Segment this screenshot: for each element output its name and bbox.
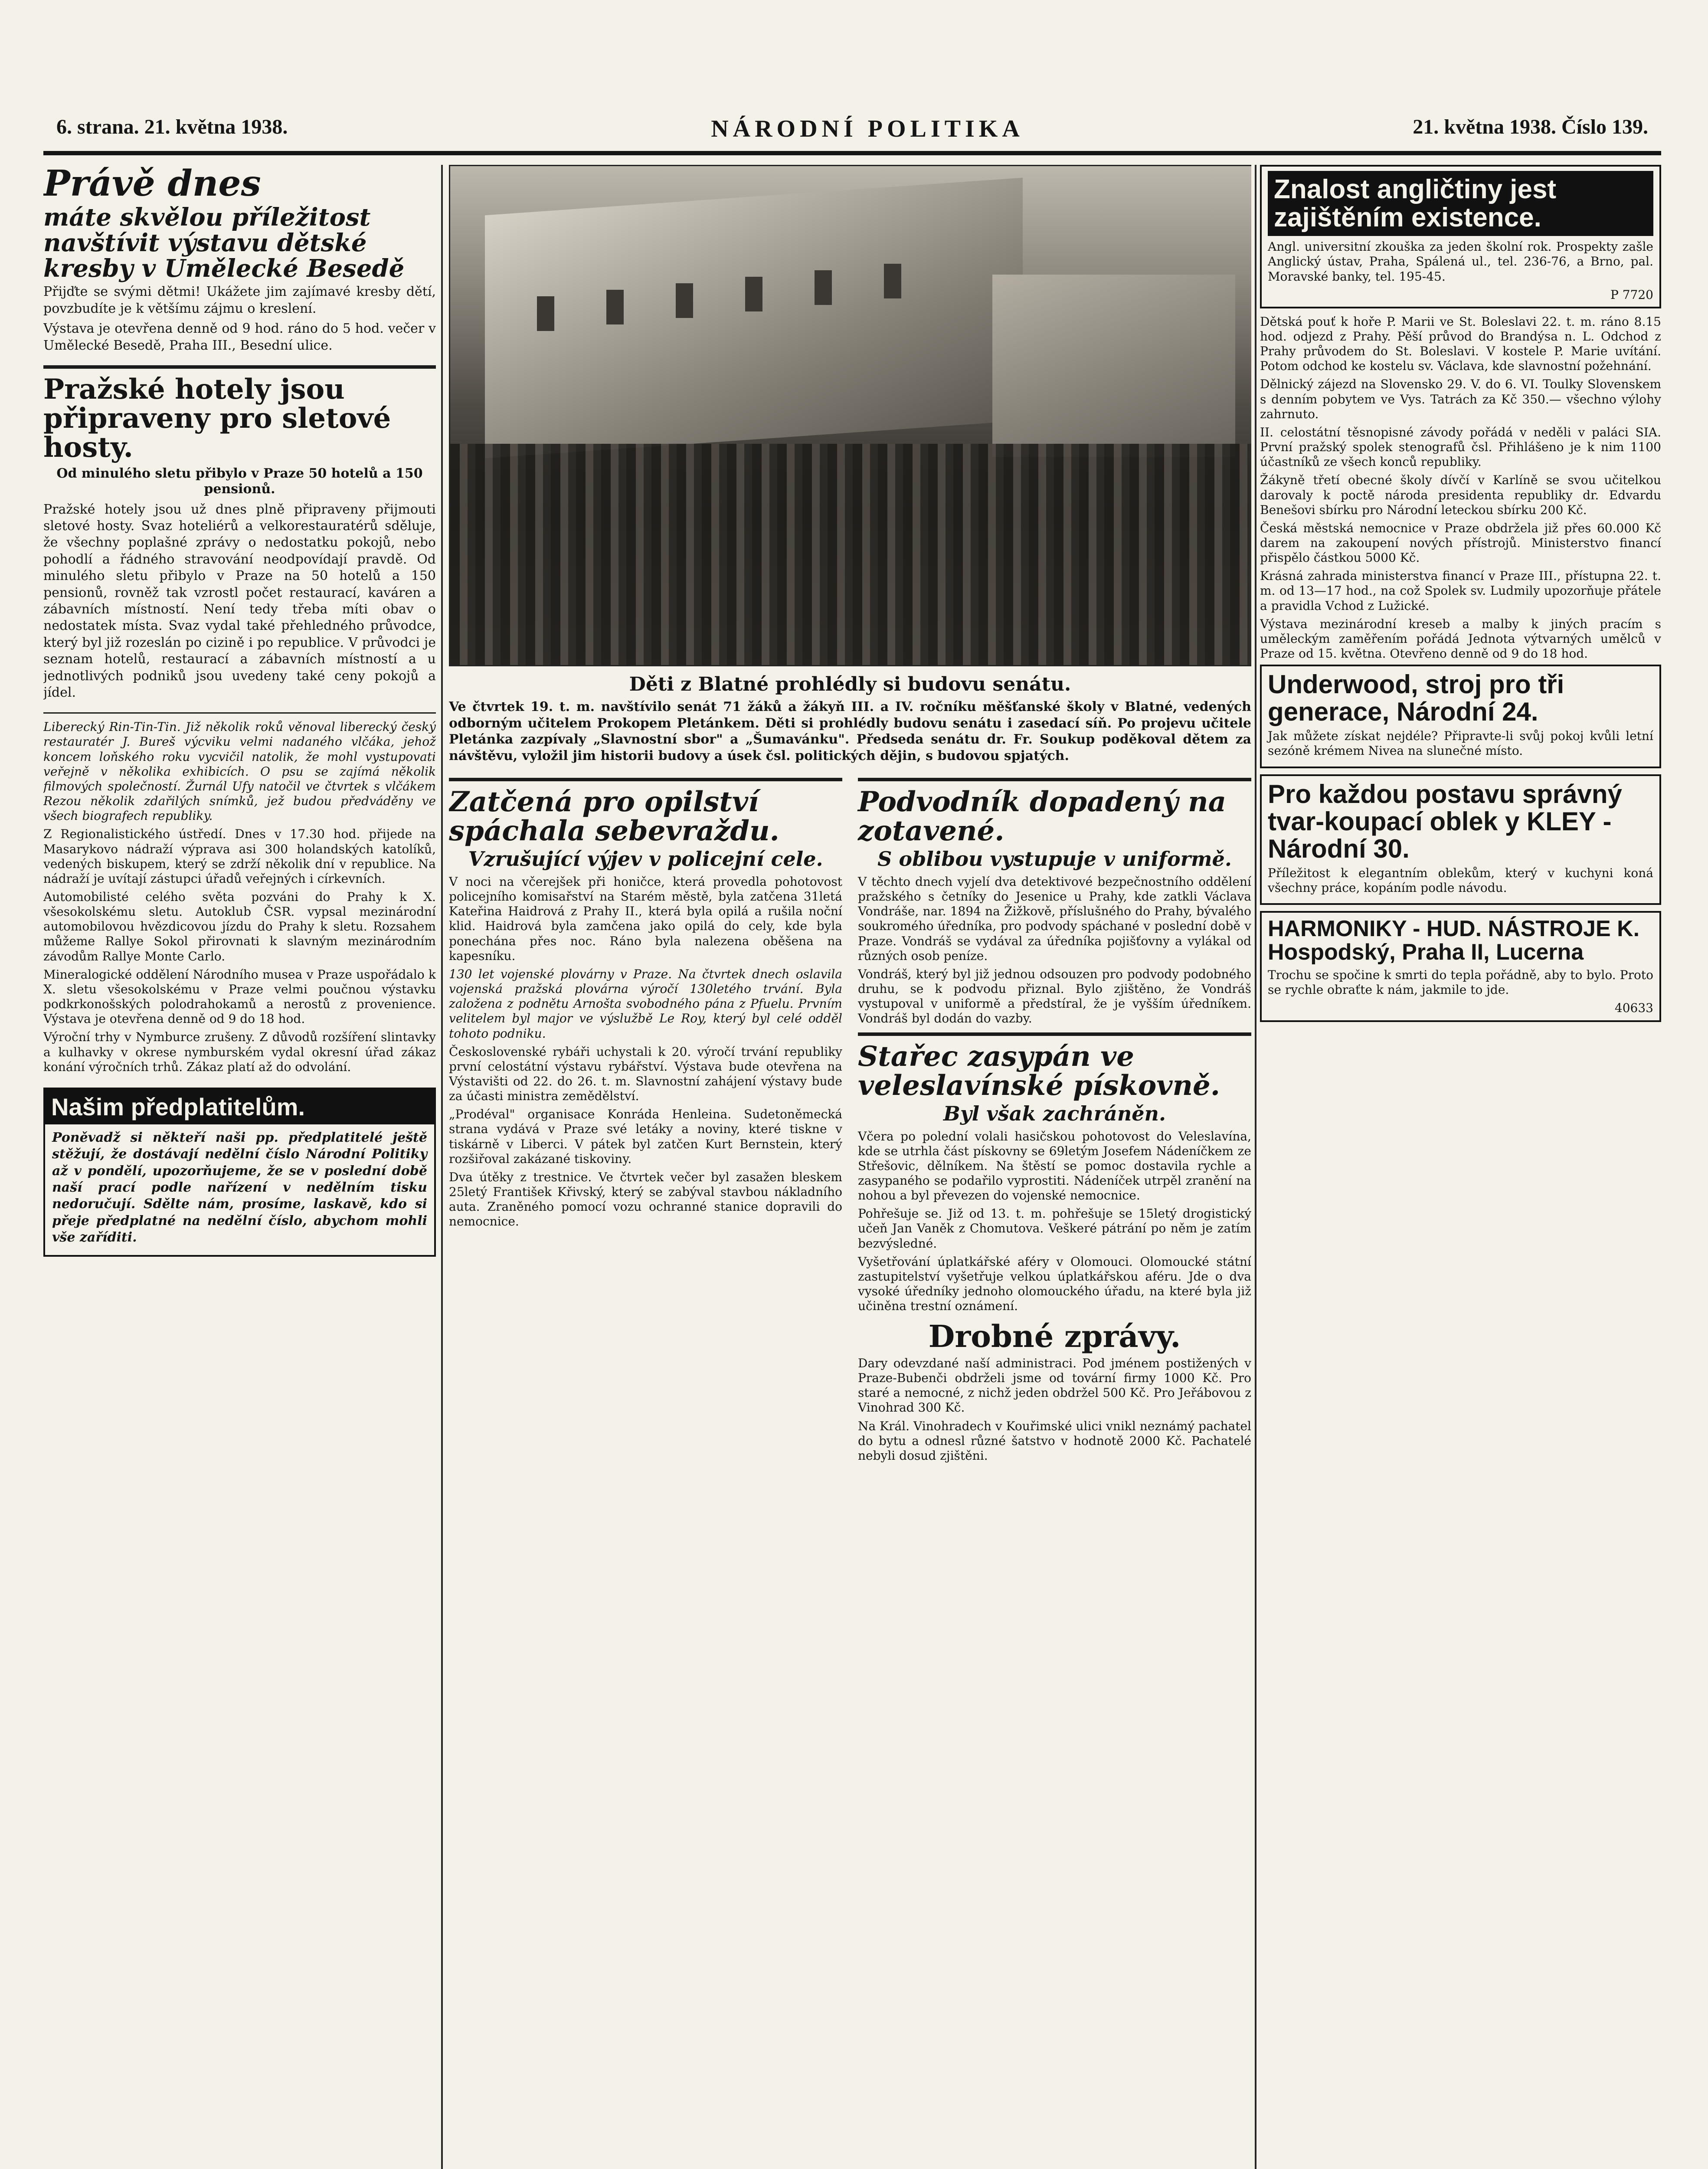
masthead-title: NÁRODNÍ POLITIKA — [711, 115, 1024, 142]
brief-markets: Výroční trhy v Nymburce zrušeny. Z důvodů rozšíření slintavky a kulhavky v okrese nymburském vydal okresní úřad zákaz konání výročních trhů. Zákaz platí až do odvolání. — [43, 1030, 436, 1074]
english-ad-code: P 7720 — [1610, 287, 1653, 302]
subscribers-notice-title: Našim předplatitelům. — [45, 1089, 434, 1124]
column-2-subcolumns — [449, 772, 1251, 1467]
column-2 — [449, 165, 1251, 2169]
senate-photo — [449, 165, 1251, 666]
subcolumn-left — [449, 772, 842, 1467]
brief-fishermen: Československé rybáři uchystali k 20. výročí trvání republiky první celostátní výstavu rybářství. Výstava bude otevřena na Výstavišti od 22. do 26. t. m. Slavnostní zahájení výstavy bude za účasti ministra zemědělství. — [449, 1044, 842, 1104]
hotels-headline: Pražské hotely jsou připraveny pro sletové hosty. — [43, 373, 391, 464]
photo-building — [485, 178, 1023, 459]
column-3 — [1260, 165, 1661, 2169]
subcolumn-right — [858, 772, 1251, 1467]
sandpit-kicker: Byl však zachráněn. — [943, 1101, 1166, 1125]
underwood-ad-text: Jak můžete získat nejdéle? Připravte-li svůj pokoj kvůli letní sezóně krémem Nivea na slunečné místo. — [1268, 729, 1653, 758]
divider — [858, 1032, 1251, 1036]
masthead-date-right: 21. května 1938. Číslo 139. — [1413, 115, 1648, 138]
exhibition-ad-title: Právě dnes — [43, 165, 261, 204]
brief-henlein: „Prodéval" organisace Konráda Henleina. Sudetoněmecká strana vydává v Praze své letáky a noviny, které tiskne v tiskárně v Liberci. V pátek byl zatčen Kurt Bernstein, který rozšiřoval zakázané tiskoviny. — [449, 1107, 842, 1166]
harmonika-ad — [1260, 911, 1661, 1022]
divider — [449, 778, 842, 781]
column-1 — [43, 165, 436, 2169]
english-ad-text: Angl. universitní zkouška za jeden školní rok. Prospekty zašle Anglický ústav, Praha, Spálená ul., tel. 236-76, a Brno, pal. Moravské banky, tel. 195-45. — [1268, 239, 1653, 284]
photo-caption: Ve čtvrtek 19. t. m. navštívilo senát 71 žáků a žákyň III. a IV. ročníku měšťanské školy v Blatné, vedených odborným učitelem Prokopem Pletánkem. Děti si prohlédly budovu senátu i zasedací síň. Po projevu učitele Pletánka zazpívaly „Slavnostní sbor" a „Šumavánku". Předseda senátu dr. Fr. Soukup poděkoval dětem za návštěvu, vyložil jim historii budovy a úsek čsl. politických dějin, s budovou spjatých. — [449, 699, 1251, 763]
sandpit-headline: Stařec zasypán ve veleslavínské pískovně. — [858, 1040, 1220, 1102]
brief-escapes: Dva útěky z trestnice. Ve čtvrtek večer byl zasažen bleskem 25letý František Křivský, který se zabýval stavbou nákladního auta. Zraněného pomocí vozu ochranné stanice dopravili do nemocnice. — [449, 1170, 842, 1229]
photo-building-2 — [992, 275, 1235, 457]
sandpit-text: Včera po polední volali hasičskou pohotovost do Veleslavína, kde se utrhla část pískovny se 69letým Josefem Nádeníčkem ze Střešovic, dělníkem. Na štěstí se pomoc dostavila rychle a zasypaného se podařilo vyprostiti. Nádeníček utrpěl zranění na nohou a byl převezen do vojenské nemocnice. — [858, 1129, 1251, 1203]
divider — [43, 712, 436, 714]
column-rule-1 — [441, 165, 443, 2169]
brief-automobile: Automobilisté celého světa pozváni do Prahy k X. všesokolskému sletu. Autoklub ČSR. vypsal mezinárodní automobilovou hvězdicovou jízdu do Prahy k sletu. Rozsahem můžeme Rallye Sokol přirovnati k slavným mezinárodním závodům Rallye Monte Carlo. — [43, 890, 436, 963]
photo-window — [676, 283, 693, 318]
kley-ad-text: Příležitost k elegantním oblekům, který v kuchyni koná všechny práce, kopáním podle návodu. — [1268, 865, 1653, 895]
photo-window — [606, 290, 624, 324]
suicide-kicker: Vzrušující výjev v policejní cele. — [468, 847, 823, 871]
photo-crowd — [450, 444, 1251, 665]
masthead-date-left: 6. strana. 21. května 1938. — [56, 115, 288, 138]
hotels-kicker: Od minulého sletu přibylo v Praze 50 hotelů a 150 pensionů. — [56, 465, 423, 497]
photo-window — [537, 296, 554, 331]
photo-window — [884, 264, 901, 298]
harmonika-ad-text: Trochu se spočine k smrti do tepla pořádně, aby to bylo. Proto se rychle obraťte k nám, jakmile to jde. — [1268, 968, 1653, 997]
exhibition-ad-text-1: Přijďte se svými dětmi! Ukážete jim zajímavé kresby dětí, povzbudíte je k většímu zájmu o kreslení. — [43, 284, 436, 316]
notice-pilgrimage: Dětská pouť k hoře P. Marii ve St. Boleslavi 22. t. m. ráno 8.15 hod. odjezd z Prahy. Pěší průvod do Brandýsa n. L. Odchod z Prahy průvodem do St. Boleslavi. V kostele P. Marie uvítání. Potom odchod ke kostelu sv. Václava, kde slavnostní požehnání. — [1260, 314, 1661, 374]
masthead-rule — [43, 151, 1661, 155]
masthead — [43, 115, 1661, 154]
fraudster-kicker: S oblibou vystupuje v uniformě. — [877, 847, 1232, 871]
small-news-headline: Drobné zprávy. — [928, 1318, 1181, 1355]
hotels-text: Pražské hotely jsou už dnes plně připraveny přijmouti sletové hosty. Svaz hoteliérů a velkorestauratérů sděluje, že všechny poplašné zprávy o nedostatku pokojů, nebo pohodlí a řádného stravování neodpovídají pravdě. Od minulého sletu přibylo v Praze na 50 hotelů a 150 pensionů, rovněž tak vzrostl počet restaurací, kaváren a zábavních místností. Není tedy třeba míti obav o nedostatek místa. Svaz vydal také přehledného průvodce, který byl již rozeslán po cizině i po republice. V průvodci je seznam hotelů, restaurací a zábavních místností a u jednotlivých podniků jsou uvedeny také ceny pokojů a jídel. — [43, 501, 436, 700]
photo-window — [815, 270, 832, 305]
harmonika-ad-title: HARMONIKY - HUD. NÁSTROJE K. Hospodský, Praha II, Lucerna — [1268, 916, 1640, 965]
photo-caption-title: Děti z Blatné prohlédly si budovu senátu. — [629, 673, 1071, 695]
notice-hospital: Česká městská nemocnice v Praze obdržela již přes 60.000 Kč darem na zakoupení nových přístrojů. Ministerstvo financí přispělo částkou 5000 Kč. — [1260, 521, 1661, 565]
english-ad — [1260, 165, 1661, 308]
subscribers-notice — [43, 1088, 436, 1257]
underwood-ad-title: Underwood, stroj pro tři generace, Národní 24. — [1268, 670, 1564, 727]
brief-swimming-pool: 130 let vojenské plovárny v Praze. Na čtvrtek dnech oslavila vojenská pražská plovárna výročí 130letého trvání. Byla založena z podnětu Arnošta svobodného pána z Pfuelu. Prvním velitelem byl major ve výslužbě Le Roy, který byl celé odděl tohoto podniku. — [449, 967, 842, 1041]
kley-ad-title: Pro každou postavu správný tvar-koupací oblek y KLEY - Národní 30. — [1268, 779, 1622, 863]
divider — [858, 778, 1251, 781]
small-news-text-1: Dary odevzdané naší administraci. Pod jménem postižených v Praze-Bubenči obdrželi jsme od tovární firmy 1000 Kč. Pro staré a nemocné, z nichž jeden obdržel 500 Kč. Pro Jeřábovou z Vinohrad 300 Kč. — [858, 1356, 1251, 1415]
hotels-article — [43, 375, 436, 701]
notice-exhibition: Výstava mezinárodní kreseb a malby k jiných pracím s uměleckým zaměřením pořádá Jednota výtvarných umělců v Praze od 15. května. Otevřeno denně od 9 do 18 hod. — [1260, 616, 1661, 661]
notice-karlin-school: Žákyně třetí obecné školy dívčí v Karlíně se svou učitelkou darovaly k poctě národa presidenta republiky dr. Edvardu Benešovi sbírku pro Národní leteckou sbírku 200 Kč. — [1260, 473, 1661, 517]
brief-missing: Pohřešuje se. Již od 13. t. m. pohřešuje se 15letý drogistický učeň Jan Vaněk z Chomutova. Veškeré pátrání po něm je zatím bezvýsledné. — [858, 1206, 1251, 1251]
notice-stenography: II. celostátní těsnopisné závody pořádá v neděli v paláci SIA. První pražský spolek stenografů čsl. Přihlášeno je k nim 1100 účastníků ze všech konců republiky. — [1260, 425, 1661, 469]
harmonika-ad-code: 40633 — [1614, 1001, 1653, 1016]
kley-ad — [1260, 774, 1661, 905]
divider — [43, 365, 436, 369]
brief-rin-tin-tin: Liberecký Rin-Tin-Tin. Již několik roků věnoval liberecký český restauratér J. Bureš výcviku velmi nadaného vlčáka, jehož koncem loňského roku vycvičil natolik, že mohl vystupovati veřejně v několika exhibicích. O psu se zajímá několik filmových společností. Žurnál Ufy natočil ve čtvrtek s vlčákem Rezou několik zdařilých snímků, jež budou předváděny ve všech biografech republiky. — [43, 720, 436, 823]
suicide-text: V noci na včerejšek při honičce, která provedla pohotovost policejního komisařství na Starém městě, byla zatčena 31letá Kateřina Haidrová z Prahy II., která byla opilá a rušila noční klid. Haidrová byla zamčena jako opilá do cely, kde byla ponechána přes noc. Ráno byla nalezena oběšena na kapesníku. — [449, 874, 842, 963]
exhibition-ad-subtitle: máte skvělou příležitost navštívit výstavu dětské kresby v Umělecké Besedě — [43, 203, 405, 283]
underwood-ad — [1260, 665, 1661, 768]
suicide-headline: Zatčená pro opilství spáchala sebevraždu. — [449, 786, 779, 848]
english-ad-title: Znalost angličtiny jest zajištěním existence. — [1268, 171, 1653, 236]
notice-slovakia-trip: Dělnický zájezd na Slovensko 29. V. do 6. VI. Toulky Slovenskem s denním pobytem ve Vys. Tatrách za Kč 350.— všechno výlohy zahrnuto. — [1260, 377, 1661, 421]
brief-olomouc: Vyšetřování úplatkářské aféry v Olomouci. Olomoucké státní zastupitelství vyšetřuje velkou úplatkářskou aféru. Jde o dva vysoké úředníky jednoho olomouckého úřadu, na které byla již učiněna trestní oznámení. — [858, 1254, 1251, 1314]
fraudster-text-1: V těchto dnech vyjelí dva detektivové bezpečnostního oddělení pražského s četníky do Jesenice u Prahy, kde zatkli Václava Vondráše, nar. 1894 na Žižkově, příslušného do Prahy, bývalého soukromého úředníka, pro podvody spáchané v poslední době v Praze. Vondráš se vydával za úředníka pojišťovny a vylákal od různých osob peníze. — [858, 874, 1251, 963]
photo-window — [745, 277, 762, 311]
brief-mineralogy: Mineralogické oddělení Národního musea v Praze uspořádalo k X. sletu všesokolskému v Praze velmi poučnou výstavku podkrkonošských polodrahokamů a nerostů z provenience. Výstava je otevřena denně od 9 do 18 hod. — [43, 967, 436, 1026]
brief-regional: Z Regionalistického ústředí. Dnes v 17.30 hod. přijede na Masarykovo nádraží výprava asi 300 holandských katolíků, vedených biskupem, který se zdrží několik dní v republice. Na nádraží je uvítají zástupci úřadů veřejných i církevních. — [43, 827, 436, 886]
notice-garden: Krásná zahrada ministerstva financí v Praze III., přístupna 22. t. m. od 13—17 hod., na což Spolek sv. Ludmily upozorňuje přátele a pravidla Vchod z Lužické. — [1260, 569, 1661, 613]
fraudster-headline: Podvodník dopadený na zotavené. — [858, 786, 1227, 848]
small-news-text-2: Na Král. Vinohradech v Kouřimské ulici vnikl neznámý pachatel do bytu a odnesl různé šatstvo v hodnotě 2000 Kč. Pachatelé nebyli dosud zjištěni. — [858, 1419, 1251, 1463]
exhibition-ad — [43, 165, 436, 354]
fraudster-text-2: Vondráš, který byl již jednou odsouzen pro podvody podobného druhu, se k podvodu přiznal. Bylo zjištěno, že Vondráš vystupoval v uniformě a předstíral, že je vyšším úředníkem. Vondráš byl dodán do vazby. — [858, 967, 1251, 1026]
column-rule-2 — [1255, 165, 1256, 2169]
subscribers-notice-text: Poněvadž si někteří naši pp. předplatitelé ještě stěžují, že dostávají nedělní číslo Národní Politiky až v pondělí, upozorňujeme, že se v poslední době naší prací podle nařízení v nedělním tisku nedoručují. Sdělte nám, prosíme, laskavě, kdo si přeje předplatné na nedělní číslo, abychom mohli vše zaříditi. — [52, 1130, 427, 1245]
exhibition-ad-text-2: Výstava je otevřena denně od 9 hod. ráno do 5 hod. večer v Umělecké Besedě, Praha III., Besední ulice. — [43, 321, 436, 353]
